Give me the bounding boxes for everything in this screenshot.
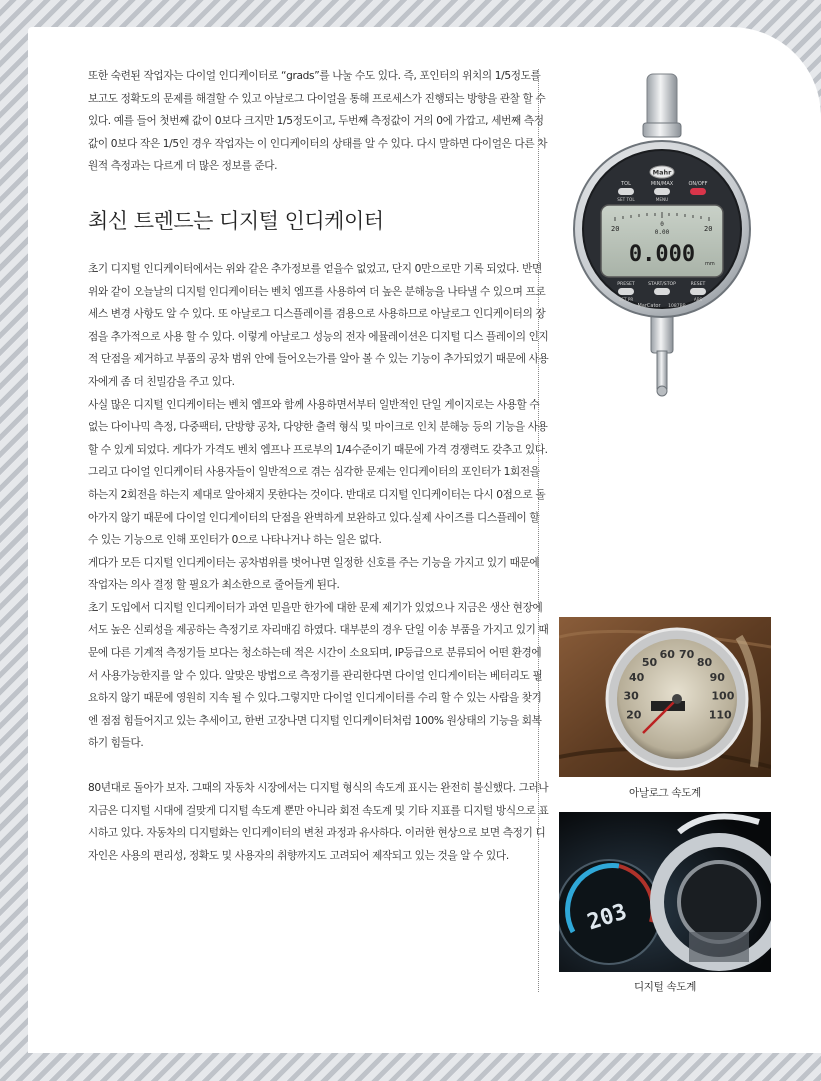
digital-readout: 203	[584, 899, 630, 936]
analog-dial-number: 110	[708, 708, 732, 722]
lcd-scale-right: 20	[704, 225, 713, 233]
model-name: MarCator	[637, 303, 661, 309]
lcd-small-reading: 0.00	[654, 229, 670, 236]
btn-tol-sub-label: SET TOL	[617, 197, 635, 202]
digital-indicator-illustration	[571, 71, 771, 401]
preset-button[interactable]	[618, 288, 634, 295]
lcd-scale-zero: 0	[660, 221, 664, 228]
analog-dial-number: 90	[709, 670, 725, 684]
body-paragraph-2: 사실 많은 디지털 인디케이터는 벤치 엠프와 함께 사용하면서부터 일반적인 단일 게이지로는 사용할 수 없는 다이나믹 측정, 다중팩터, 단방향 공차, 다양한 출력 형식 및 마이크로 인치 분해능 등의 기능을 사용 할 수 있게 되었다. 게다가 가격도 벤치 엠프나 프로부의 1/4수준이기 때문에 가격 경쟁력도 갖추고 있다.	[88, 398, 548, 456]
brand-text: Mahr	[652, 168, 672, 177]
section-heading: 최신 트렌드는 디지털 인디케이터	[88, 208, 384, 233]
analog-dial-number: 70	[679, 648, 695, 661]
paragraph-gap	[88, 755, 550, 777]
digital-caption: 디지털 속도계	[633, 981, 697, 993]
btn-tol-label: TOL	[621, 181, 631, 187]
lcd-scale-left: 20	[611, 225, 620, 233]
btn-onoff-label: ON/OFF	[688, 181, 708, 187]
model-number: 1087BR	[668, 304, 686, 309]
btn-startstop-label: START/STOP	[648, 282, 676, 287]
column-divider	[538, 69, 539, 992]
body-paragraph-1: 초기 디지털 인디케이터에서는 위와 같은 추가정보를 얻을수 없었고, 단지 0만으로만 기록 되었다. 반면 위와 같이 오늘날의 디지털 인디케이터는 벤치 엠프를 사용하여 더 높은 분해능을 나타낼 수 있으며 프로세스 변경 사항도 알 수 있다. 또 아날로그 디스플레이를 겸용으로 사용하므로 아날로그 인디케이터의 장점을 추가적으로 사용 할 수 있다. 이렇게 아날로그 성능의 전자 에뮬레이션은 디지털 디스 플레이의 인지적 단점을 제거하고 부품의 공차 범위 안에 들어오는가를 알아 볼 수 있는 기능이 추가되었기 때문에 사용자에게 좀 더 친밀감을 주고 있다.	[88, 262, 549, 388]
btn-reset-label: RESET	[690, 282, 706, 287]
analog-dial-number: 40	[629, 670, 645, 684]
tol-button[interactable]	[618, 188, 634, 195]
analog-speedometer-photo	[559, 617, 771, 777]
closing-paragraph: 80년대로 돌아가 보자. 그때의 자동차 시장에서는 디지털 형식의 속도계 표시는 완전히 불신했다. 그러나 지금은 디지털 시대에 걸맞게 디지털 속도계 뿐만 아니라 회전 속도계 및 기타 지표를 디지털 방식으로 표시하고 있다. 자동차의 디지털화는 인디케이터의 변천 과정과 유사하다. 이러한 현상으로 보면 측정기 디자인은 사용의 편리성, 정확도 및 사용자의 취향까지도 고려되어 제작되고 있는 것을 알 수 있다.	[88, 782, 549, 862]
gauge-top-collar	[643, 123, 681, 137]
gauge-spindle	[657, 351, 667, 389]
analog-dial-number: 30	[623, 689, 639, 703]
body-paragraph-4: 게다가 모든 디지털 인디케이터는 공차범위를 벗어나면 일정한 신호를 주는 기능을 가지고 있기 때문에 작업자는 의사 결정 할 필요가 최소한으로 줄어들게 된다.	[88, 556, 540, 592]
article-text-column	[88, 65, 550, 867]
startstop-button[interactable]	[654, 288, 670, 295]
analog-dial-number: 60	[659, 648, 675, 661]
onoff-button[interactable]	[690, 188, 706, 195]
analog-caption: 아날로그 속도계	[629, 787, 701, 799]
btn-minmax-label: MIN/MAX	[650, 181, 674, 187]
analog-dial-number: 80	[696, 656, 713, 670]
minmax-button[interactable]	[654, 188, 670, 195]
gauge-contact-tip	[657, 386, 667, 396]
lcd-main-reading: 0.000	[628, 242, 696, 267]
analog-dial-number: 50	[641, 656, 658, 670]
btn-preset-sub-label: SET PR	[618, 297, 634, 302]
reset-button[interactable]	[690, 288, 706, 295]
btn-preset-label: PRESET	[617, 282, 635, 287]
digital-speedometer-photo	[559, 812, 771, 972]
lcd-unit: mm	[705, 261, 715, 267]
body-paragraph-3: 그리고 다이얼 인디케이터 사용자들이 일반적으로 겪는 심각한 문제는 인디케이터의 포인터가 1회전을 하는지 2회전을 하는지 제대로 알아채지 못한다는 것이다. 반대로 디지털 인디케이터는 다시 0점으로 돌아가지 않기 때문에 다이얼 인디게이터의 단점을 완벽하게 보완하고 있다.실제 사이즈를 디스플레이 할 수 있는 기능으로 인해 포인터가 0으로 나타나거나 하는 일은 없다.	[88, 466, 546, 547]
intro-paragraph: 또한 숙련된 작업자는 다이얼 인디케이터로 “grads”를 나눌 수도 있다. 즉, 포인터의 위치의 1/5정도를 보고도 정확도의 문제를 해결할 수 있고 아날로그 다이얼을 통해 프로세스가 진행되는 방향을 관찰 할 수 있다. 예를 들어 첫번째 값이 0보다 크지만 1/5정도이고, 두번째 측정값이 거의 0에 가깝고, 세번째 측정값이 0보다 작은 1/5인 경우 작업자는 이 인디케이터의 상태를 알 수 있다. 다시 말하면 다이얼은 다른 차원적 측정과는 다르게 더 많은 정보를 준다.	[88, 70, 548, 173]
analog-dial-number: 20	[626, 708, 642, 722]
analog-dial-number: 100	[711, 689, 735, 703]
btn-minmax-sub-label: MENU	[655, 197, 669, 202]
btn-reset-sub-label: ABS	[693, 297, 703, 302]
document-page	[28, 27, 821, 1053]
body-paragraph-5: 초기 도입에서 디지털 인디케이터가 과연 믿을만 한가에 대한 문제 제기가 있었으나 지금은 생산 현장에서도 높은 신뢰성을 제공하는 측정기로 자리매김 하였다. 대부분의 경우 단일 이송 부품을 가지고 있기 때문에 다른 기계적 측정기들 보다는 청소하는데 적은 시간이 소요되며, IP등급으로 분류되어 어떤 환경에서 사용가능한지를 알 수 있다. 알맞은 방법으로 측정기를 관리한다면 다이얼 인디게이터는 베터리도 필요하지 않기 때문에 영원히 지속 될 수 있다.그렇지만 다이얼 인디게이터를 수리 할 수 있는 사람을 찾기엔 점점 힘들어지고 있는 추세이고, 한번 고장나면 디지털 인디케이터처럼 100% 원상태의 기능을 회복하기 힘들다.	[88, 601, 549, 750]
